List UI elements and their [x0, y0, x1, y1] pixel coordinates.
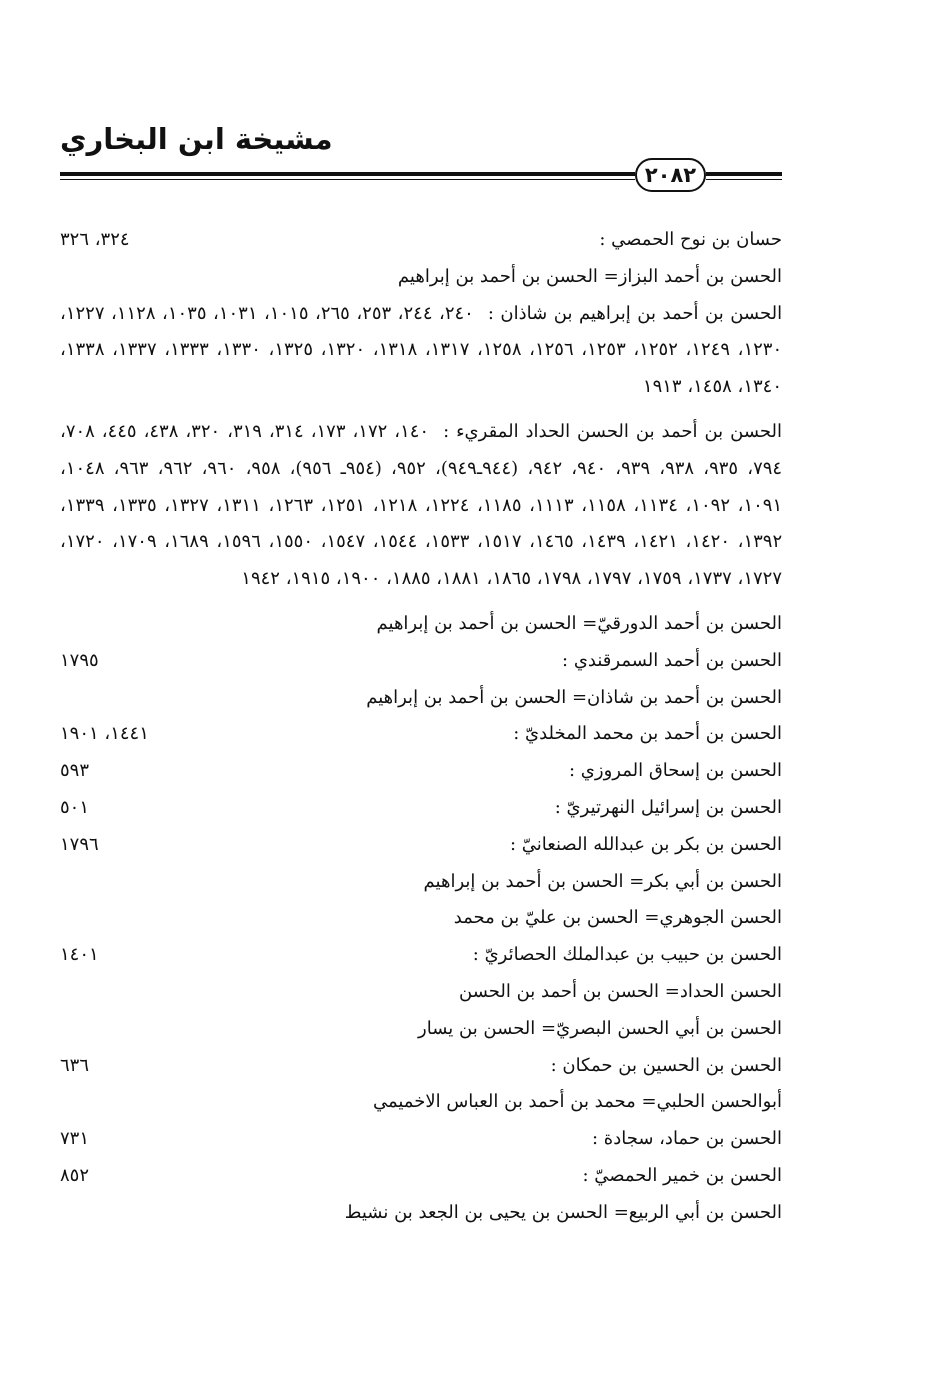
- entry-name: حسان بن نوح الحمصي :: [599, 229, 782, 250]
- header-rule-right-thin: [706, 179, 782, 180]
- index-cross-reference: الحسن بن أبي الحسن البصريّ= الحسن بن يسار: [418, 1017, 782, 1039]
- entry-page-refs: ٨٥٢: [60, 1164, 90, 1186]
- entry-name: الحسن بن حماد، سجادة :: [591, 1128, 782, 1150]
- index-entry: [60, 296, 782, 406]
- entry-name: الحسن بن إسرائيل النهرتيريّ :: [554, 796, 782, 818]
- header-rule-right: [706, 172, 782, 176]
- index-entry: [60, 643, 782, 680]
- entry-page-refs: ٣٢٤، ٣٢٦: [60, 229, 130, 250]
- entry-name: الحسن بن الحسين بن حمكان :: [550, 1054, 782, 1076]
- index-entry: [60, 716, 782, 753]
- running-header-title: مشيخة ابن البخاري: [60, 122, 333, 156]
- entry-page-refs: ١٧٩٦: [60, 833, 99, 855]
- entry-page-refs: ١٤٠، ١٧٢، ١٧٣، ٣١٤، ٣١٩، ٣٢٠، ٤٣٨، ٤٤٥، ٧٠٨، ٧٩٤، ٩٣٥، ٩٣٨، ٩٣٩، ٩٤٠، ٩٤٢، (٩٤٤ـ٩٤٩)، ٩٥٢، (٩٥٤ـ ٩٥٦)، ٩٥٨، ٩٦٠، ٩٦٢، ٩٦٣، ١٠٤٨، ١٠٩١، ١٠٩٢، ١١٣٤، ١١٥٨، ١١١٣، ١١٨٥، ١٢٢٤، ١٢١٨، ١٢٥١، ١٢٦٣، ١٣١١، ١٣٢٧، ١٣٣٥، ١٣٣٩، ١٣٩٢، ١٤٢٠، ١٤٢١، ١٤٣٩، ١٤٦٥، ١٥١٧، ١٥٣٣، ١٥٤٤، ١٥٤٧، ١٥٥٠، ١٥٩٦، ١٦٨٩، ١٧٠٩، ١٧٢٠، ١٧٢٧، ١٧٣٧، ١٧٥٩، ١٧٩٧، ١٧٩٨، ١٨٦٥، ١٨٨١، ١٨٨٥، ١٩٠٠، ١٩١٥، ١٩٤٢: [60, 420, 783, 590]
- entry-page-refs: ١٤٤١، ١٩٠١: [60, 723, 149, 745]
- index-cross-reference: الحسن بن أحمد بن شاذان= الحسن بن أحمد بن إبراهيم: [366, 686, 782, 708]
- entry-name: الحسن بن حبيب بن عبدالملك الحصائريّ :: [472, 944, 782, 966]
- entry-page-refs: ٦٣٦: [60, 1054, 90, 1076]
- index-cross-reference: الحسن الحداد= الحسن بن أحمد بن الحسن: [459, 980, 782, 1002]
- index-cross-reference: الحسن بن أبي الربيع= الحسن بن يحيى بن الجعد بن نشيط: [344, 1201, 782, 1223]
- entry-page-refs: ٢٤٠، ٢٤٤، ٢٥٣، ٢٦٥، ١٠١٥، ١٠٣١، ١٠٣٥، ١١٢٨، ١٢٢٧، ١٢٣٠، ١٢٤٩، ١٢٥٢، ١٢٥٣، ١٢٥٦، ١٢٥٨، ١٣١٧، ١٣١٨، ١٣٢٠، ١٣٢٥، ١٣٣٠، ١٣٣٣، ١٣٣٧، ١٣٣٨، ١٣٤٠، ١٤٥٨، ١٩١٣: [60, 302, 783, 398]
- index-entry: [60, 790, 782, 827]
- index-entry: [60, 753, 782, 790]
- index-entry: [60, 827, 782, 864]
- index-entry: [60, 414, 782, 598]
- index-entry: [60, 1121, 782, 1158]
- index-entry: [60, 1158, 782, 1195]
- entry-page-refs: ١٤٠١: [60, 944, 99, 966]
- index-entry: [60, 222, 782, 259]
- entry-name: الحسن بن خمير الحمصيّ :: [582, 1164, 782, 1186]
- index-cross-reference: الحسن بن أبي بكر= الحسن بن أحمد بن إبراهيم: [423, 870, 782, 892]
- page-number: ٢٠٨٢: [635, 158, 706, 192]
- index-entry: [60, 937, 782, 974]
- entry-name: الحسن بن أحمد بن محمد المخلديّ :: [513, 723, 782, 745]
- index-cross-reference: أبوالحسن الحلبي= محمد بن أحمد بن العباس الاخميمي: [372, 1091, 782, 1113]
- entry-page-refs: ٥٩٣: [60, 760, 90, 782]
- entry-page-refs: ١٧٩٥: [60, 649, 99, 671]
- index-cross-reference: الحسن بن أحمد البزاز= الحسن بن أحمد بن إبراهيم: [397, 265, 782, 287]
- index-entries: [60, 222, 782, 1232]
- entry-name: الحسن بن أحمد بن الحسن الحداد المقريء :: [443, 420, 783, 442]
- index-cross-reference: الحسن الجوهري= الحسن بن عليّ بن محمد: [453, 907, 782, 929]
- index-cross-reference: الحسن بن أحمد الدورقيّ= الحسن بن أحمد بن إبراهيم: [376, 612, 782, 634]
- header-rule-thin: [60, 179, 635, 180]
- index-entry: [60, 1048, 782, 1085]
- entry-page-refs: ٧٣١: [60, 1128, 90, 1150]
- entry-name: الحسن بن بكر بن عبدالله الصنعانيّ :: [510, 833, 782, 855]
- entry-page-refs: ٥٠١: [60, 796, 90, 818]
- entry-name: الحسن بن أحمد بن إبراهيم بن شاذان :: [487, 302, 783, 324]
- entry-name: الحسن بن إسحاق المروزي :: [569, 760, 782, 782]
- header-rule: [60, 172, 635, 176]
- entry-name: الحسن بن أحمد السمرقندي :: [562, 649, 782, 671]
